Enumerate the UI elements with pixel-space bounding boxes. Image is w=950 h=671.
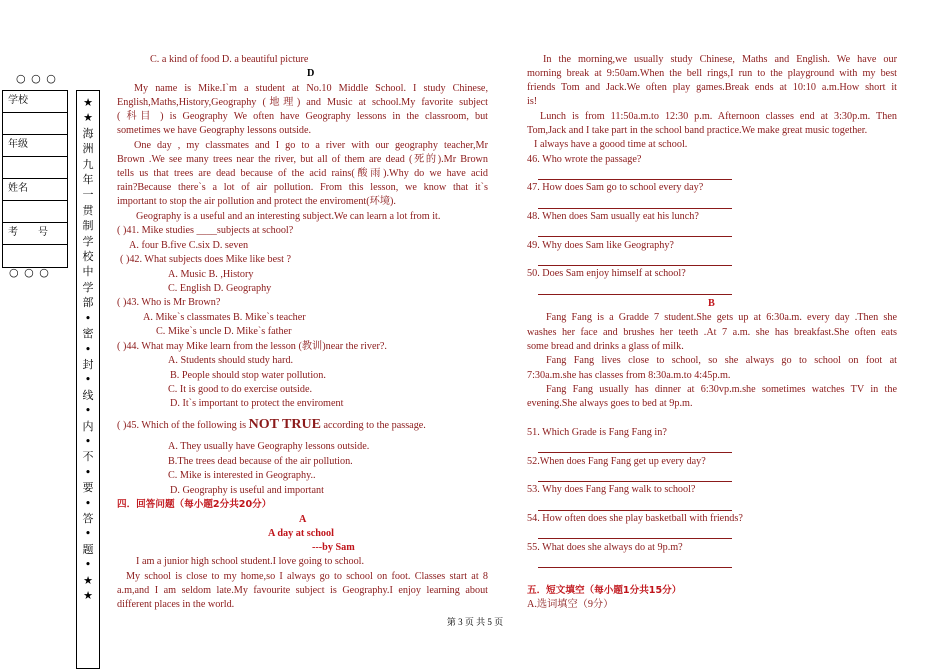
answer-line-54[interactable] (538, 538, 732, 539)
answer-line-50[interactable] (538, 294, 732, 295)
passage-a-heading: A (299, 514, 307, 525)
question-55: 55. What does she always do at 9p.m? (527, 542, 683, 553)
binding-circles-top: ○ ○ ○ (16, 72, 57, 85)
question-41: ( )41. Mike studies ____subjects at school? (117, 225, 294, 236)
question-42-options: C. English D. Geography (168, 283, 272, 294)
passage-d-heading: D (307, 68, 315, 79)
passage-a-line: a.m,and I am seldom late.My favourite subject is Geography.I enjoy learning about (117, 585, 488, 596)
answer-line-48[interactable] (538, 236, 732, 237)
page-number: 第 3 页 共 5 页 (446, 617, 504, 627)
passage-a-line: Lunch is from 11:50a.m.to 12:30 p.m. Afternoon classes end at 3:30p.m. Then (540, 111, 897, 122)
section-4-heading: 四．回答问题（每小题2分共20分） (117, 499, 272, 510)
passage-b-line: Fang Fang usually has dinner at 6:30vp.m.she sometimes watches TV in the (546, 384, 897, 395)
answer-line-51[interactable] (538, 452, 732, 453)
answer-line-52[interactable] (538, 481, 732, 482)
passage-a-line: In the morning,we usually study Chinese, Maths and English. We have our (543, 54, 897, 65)
passage-a-author: ---by Sam (312, 542, 355, 553)
blank-field (3, 245, 67, 267)
student-info-box (2, 90, 68, 268)
passage-d-line: rain?Because there`s a lot of air pollution. From this lesson, we know that it`s (117, 182, 488, 193)
answer-line-55[interactable] (538, 567, 732, 568)
answer-line-47[interactable] (538, 208, 732, 209)
section-5-heading: 五．短文填空（每小题1分共15分） (527, 585, 682, 596)
answer-line-49[interactable] (538, 265, 732, 266)
question-44: ( )44. What may Mike learn from the lesson (教训)near the river?. (117, 341, 387, 352)
passage-d-line: ( 科目 ) is Geography We often have Geography lessons in the classroom, but (117, 111, 488, 122)
passage-b-line: 7:30a.m.she has classes from 8:30a.m.to 4:45p.m. (527, 370, 731, 381)
passage-d-line: My name is Mike.I`m a student at No.10 Middle School. I study Chinese, (134, 83, 488, 94)
question-44-option: A. Students should study hard. (168, 355, 294, 366)
passage-b-line: evening.She always goes to bed at 9p.m. (527, 398, 693, 409)
question-50: 50. Does Sam enjoy himself at school? (527, 268, 686, 279)
passage-d-line: One day , my classmates and I go to a river with our geography teacher,Mr (134, 140, 488, 151)
blank-field (3, 201, 67, 223)
passage-a-line: I am a junior high school student.I love going to school. (136, 556, 365, 567)
passage-a-line: different places in the world. (117, 599, 235, 610)
binding-circles-bottom: ○ ○ ○ (9, 266, 50, 279)
question-54: 54. How often does she play basketball with friends? (527, 513, 743, 524)
blank-field (3, 113, 67, 135)
passage-d-line: important to stop the air pollution and protect the enviroment(环境). (117, 196, 396, 207)
grade-field: 年级 (3, 135, 67, 157)
question-48: 48. When does Sam usually eat his lunch? (527, 211, 699, 222)
question-43-options: A. Mike`s classmates B. Mike`s teacher (143, 312, 306, 323)
passage-a-line: I always have a goood time at school. (534, 139, 688, 150)
passage-a-line: is! (527, 96, 538, 107)
not-true-emphasis: NOT TRUE (248, 417, 321, 432)
question-44-option: B. People should stop water pollution. (170, 370, 326, 381)
question-51: 51. Which Grade is Fang Fang in? (527, 427, 667, 438)
passage-b-line: some bread and drinks a glass of milk. (527, 341, 684, 352)
question-49: 49. Why does Sam like Geography? (527, 240, 674, 251)
seal-line-text: ★ ★ 海 洲 九 年 一 贯 制 学 校 中 学 部 • 密 • 封 • 线 • 内 • 不 • 要 • 答 • 题 • ★ ★ (82, 96, 94, 602)
passage-a-line: Tom,Jack and I take part in the school band practice.We make great music together. (527, 125, 868, 136)
question-45-option: C. Mike is interested in Geography.. (168, 470, 316, 481)
question-53: 53. Why does Fang Fang walk to school? (527, 484, 696, 495)
question-45-option: B.The trees dead because of the air pollution. (168, 456, 353, 467)
question-44-option: C. It is good to do exercise outside. (168, 384, 313, 395)
passage-d-line: sometimes we have Geography lessons outside. (117, 125, 312, 136)
name-field: 姓名 (3, 179, 67, 201)
passage-a-line: friends Tom and Jack.We often play games.Break ends at 10:10 a.m.How short it (527, 82, 897, 93)
q40-options: C. a kind of food D. a beautiful picture (150, 54, 309, 65)
passage-b-line: washes her face and brushes her teeth .At 7 a.m. she has breakfast.She often eats (527, 327, 897, 338)
passage-a-line: My school is close to my home,so I always go to school on foot. Classes start at 8 (126, 571, 488, 582)
question-41-options: A. four B.five C.six D. seven (129, 240, 249, 251)
question-43: ( )43. Who is Mr Brown? (117, 297, 221, 308)
question-46: 46. Who wrote the passage? (527, 154, 642, 165)
question-45: ( )45. Which of the following is NOT TRUE according to the passage. (117, 417, 426, 432)
passage-d-line: tells us that trees are dead because of the acid rains(酸雨).Why do we have acid (117, 168, 488, 179)
passage-b-line: Fang Fang lives close to school, so she always go to school on foot at (546, 355, 897, 366)
binding-strip (76, 90, 100, 669)
answer-line-46[interactable] (538, 179, 732, 180)
section-5a-heading: A.选词填空（9分） (527, 599, 614, 610)
passage-d-line: Geography is a useful and an interesting subject.We can learn a lot from it. (136, 211, 441, 222)
question-43-options: C. Mike`s uncle D. Mike`s father (156, 326, 292, 337)
question-44-option: D. It`s important to protect the enviroment (170, 398, 344, 409)
question-42-options: A. Music B. ,History (168, 269, 254, 280)
passage-d-line: English,Maths,History,Geography (地理) and Music at school.My favorite subject (117, 97, 488, 108)
passage-d-line: Brown .We see many trees near the river, but all of them are dead (死的).Mr Brown (117, 154, 488, 165)
answer-line-53[interactable] (538, 510, 732, 511)
passage-a-line: morning break at 9:50am.When the bell rings,I run to the playground with my best (527, 68, 897, 79)
question-45-option: A. They usually have Geography lessons outside. (168, 441, 370, 452)
passage-b-heading: B (708, 298, 715, 309)
school-field: 学校 (3, 91, 67, 113)
passage-b-line: Fang Fang is a Gradde 7 student.She gets up at 6:30a.m. every day .Then she (546, 312, 897, 323)
question-42: ( )42. What subjects does Mike like best ? (120, 254, 291, 265)
question-45-option: D. Geography is useful and important (170, 485, 324, 496)
blank-field (3, 157, 67, 179)
question-52: 52.When does Fang Fang get up every day? (527, 456, 706, 467)
question-47: 47. How does Sam go to school every day? (527, 182, 704, 193)
passage-a-title: A day at school (268, 528, 334, 539)
exam-number-field: 考 号 (3, 223, 67, 245)
